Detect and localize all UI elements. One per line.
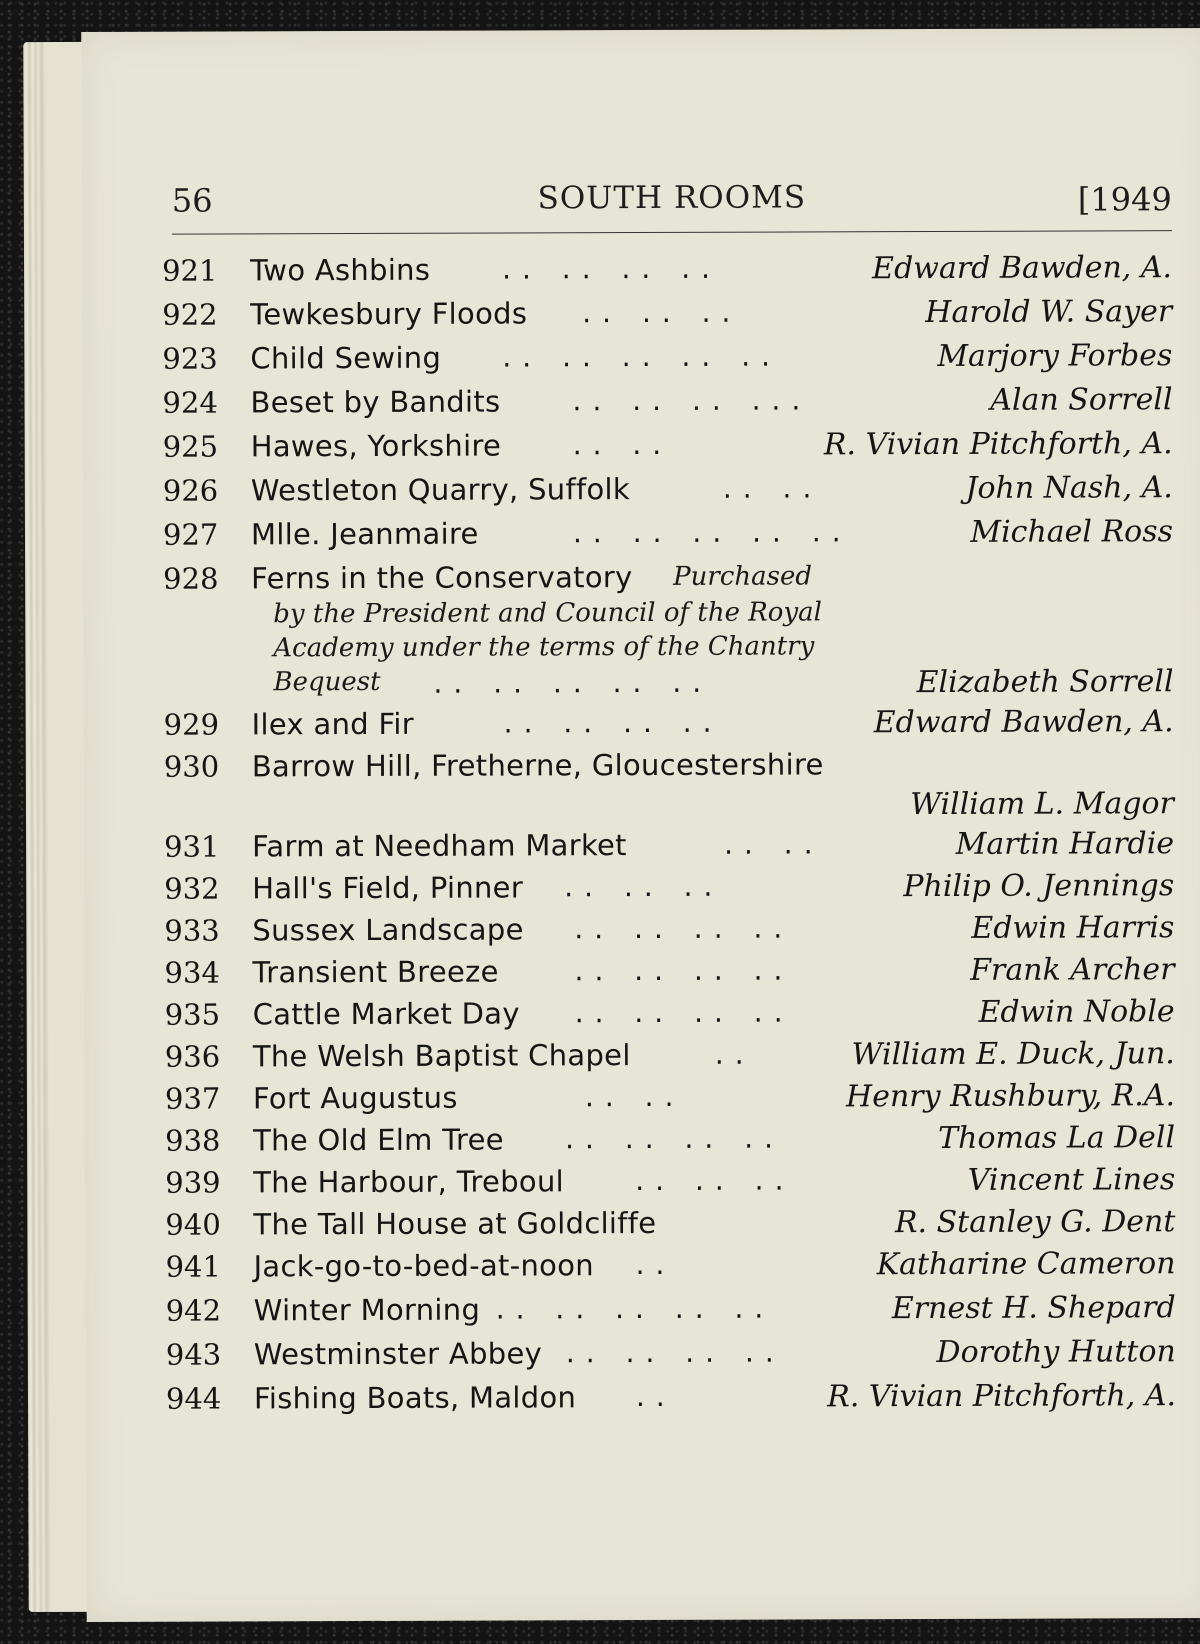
entry-number: 934 xyxy=(164,955,220,990)
entry-title: Beset by Bandits xyxy=(250,384,501,420)
entry-number: 933 xyxy=(164,913,220,948)
entry-number: 922 xyxy=(162,297,218,332)
entry-artist: Ernest H. Shepard xyxy=(891,1290,1176,1327)
entry-number: 941 xyxy=(165,1249,221,1284)
dot-leader: .. .. .. .. .. xyxy=(495,1291,775,1326)
entry-number: 936 xyxy=(164,1039,221,1074)
list-item xyxy=(165,1120,1175,1164)
entry-title: The Welsh Baptist Chapel xyxy=(252,1038,631,1074)
entry-number: 937 xyxy=(164,1081,221,1116)
dot-leader: .. .. .. .. xyxy=(503,705,723,740)
dot-leader: .. .. xyxy=(584,1079,685,1114)
entry-artist: Edward Bawden, A. xyxy=(872,250,1173,287)
entry-number: 938 xyxy=(165,1123,221,1158)
entry-number: 935 xyxy=(164,997,221,1032)
entry-title: Ilex and Fir xyxy=(251,706,414,742)
entry-number: 923 xyxy=(162,341,218,376)
entry-artist: Edwin Harris xyxy=(971,910,1175,946)
entry-title: Tewkesbury Floods xyxy=(250,296,528,332)
entry-number: 921 xyxy=(162,253,218,288)
list-item xyxy=(166,1334,1176,1378)
catalogue-page xyxy=(81,28,1200,1622)
entry-artist: William E. Duck, Jun. xyxy=(851,1036,1175,1073)
year-label: [1949 xyxy=(1077,180,1172,219)
entry-title: Westminster Abbey xyxy=(253,1336,543,1372)
entry-title: Mlle. Jeanmaire xyxy=(250,516,479,552)
entry-note: by the President and Council of the Royal xyxy=(273,597,822,630)
dot-leader: .. .. .. .. .. xyxy=(502,339,782,374)
entry-artist: Harold W. Sayer xyxy=(925,294,1173,331)
entry-title: Barrow Hill, Fretherne, Gloucestershire xyxy=(251,747,824,784)
dot-leader: .. .. .. .. xyxy=(574,953,794,988)
entry-number: 939 xyxy=(165,1165,221,1200)
header-rule xyxy=(172,230,1172,234)
list-item xyxy=(163,514,1173,558)
entry-title: Child Sewing xyxy=(250,340,442,376)
list-item xyxy=(164,952,1174,996)
entry-number: 940 xyxy=(165,1207,221,1242)
entry-number: 930 xyxy=(163,749,220,784)
list-item xyxy=(163,470,1173,514)
dot-leader: .. .. .. .. .. xyxy=(572,515,852,550)
entry-title: The Old Elm Tree xyxy=(253,1122,504,1158)
list-item xyxy=(164,786,1174,830)
entry-artist: R. Vivian Pitchforth, A. xyxy=(823,426,1173,463)
entry-artist: John Nash, A. xyxy=(965,470,1173,506)
list-item xyxy=(163,664,1173,708)
dot-leader: .. .. xyxy=(572,427,673,462)
entry-note: Bequest xyxy=(273,666,381,698)
entry-artist: Michael Ross xyxy=(970,514,1174,550)
entry-artist: R. Vivian Pitchforth, A. xyxy=(827,1378,1177,1415)
entry-artist: Katharine Cameron xyxy=(876,1246,1176,1283)
dot-leader: .. .. .. xyxy=(564,869,724,904)
list-item xyxy=(163,426,1173,470)
dot-leader: .. .. xyxy=(724,827,824,861)
entry-note: Purchased xyxy=(673,561,813,592)
entry-title: Transient Breeze xyxy=(252,954,499,990)
entry-artist: Thomas La Dell xyxy=(938,1120,1176,1156)
entry-number: 943 xyxy=(165,1337,222,1372)
entry-title: Farm at Needham Market xyxy=(252,828,627,864)
entry-artist: Dorothy Hutton xyxy=(936,1334,1176,1370)
section-title: SOUTH ROOMS xyxy=(537,179,807,217)
entry-artist: R. Stanley G. Dent xyxy=(894,1204,1176,1241)
entry-title: Ferns in the Conservatory xyxy=(251,560,633,596)
list-item xyxy=(164,704,1174,748)
dot-leader: .. .. .. .. xyxy=(574,911,794,946)
entry-title: The Harbour, Treboul xyxy=(253,1164,565,1200)
dot-leader: .. .. .. ... xyxy=(572,383,812,418)
dot-leader: .. xyxy=(714,1037,755,1071)
dot-leader: .. .. .. .. .. xyxy=(433,665,713,700)
dot-leader: .. .. xyxy=(722,471,823,505)
entry-artist: Edward Bawden, A. xyxy=(873,704,1174,741)
dot-leader: .. xyxy=(635,1379,676,1414)
list-item xyxy=(165,1204,1175,1248)
dot-leader: .. .. .. .. xyxy=(574,995,794,1030)
entry-title: Sussex Landscape xyxy=(252,912,524,948)
dot-leader: .. .. .. xyxy=(635,1163,795,1198)
entry-artist: Elizabeth Sorrell xyxy=(916,664,1174,701)
entry-number: 928 xyxy=(163,561,219,596)
dot-leader: .. .. .. .. xyxy=(565,1121,785,1156)
list-item xyxy=(163,558,1173,602)
entry-number: 942 xyxy=(165,1293,222,1328)
entry-number: 926 xyxy=(162,473,219,508)
entry-number: 927 xyxy=(162,517,219,552)
entry-artist: Martin Hardie xyxy=(955,826,1175,862)
list-item xyxy=(165,994,1175,1038)
entry-title: Winter Morning xyxy=(253,1292,481,1328)
list-item xyxy=(165,1078,1175,1122)
list-item xyxy=(162,250,1172,294)
entry-artist: Marjory Forbes xyxy=(937,338,1173,374)
list-item xyxy=(162,294,1172,338)
entry-number: 924 xyxy=(162,385,218,420)
entry-artist: Henry Rushbury, R.A. xyxy=(845,1078,1176,1115)
entry-artist: Frank Archer xyxy=(970,952,1175,988)
dot-leader: .. .. .. xyxy=(582,295,742,330)
entry-title: Hawes, Yorkshire xyxy=(250,428,502,464)
entry-artist: Philip O. Jennings xyxy=(903,868,1175,905)
entry-number: 931 xyxy=(164,829,220,864)
entry-title: Two Ashbins xyxy=(250,252,431,288)
entry-number: 929 xyxy=(163,707,220,742)
entry-title: Cattle Market Day xyxy=(252,996,520,1032)
list-item xyxy=(164,910,1174,954)
dot-leader: .. .. .. .. xyxy=(502,251,722,286)
entry-artist: Vincent Lines xyxy=(967,1162,1176,1198)
entry-title: Westleton Quarry, Suffolk xyxy=(250,472,631,508)
list-item xyxy=(164,826,1174,870)
list-item xyxy=(164,746,1174,790)
entry-artist: Alan Sorrell xyxy=(990,382,1173,418)
entry-title: Jack-go-to-bed-at-noon xyxy=(253,1248,594,1284)
entry-title: The Tall House at Goldcliffe xyxy=(253,1205,657,1242)
list-item xyxy=(165,1246,1175,1290)
dot-leader: .. .. .. .. xyxy=(565,1335,785,1370)
entry-number: 932 xyxy=(164,871,220,906)
list-item xyxy=(162,338,1172,382)
list-item xyxy=(166,1378,1176,1422)
entry-note: Academy under the terms of the Chantry xyxy=(273,631,815,664)
page-header xyxy=(171,146,1172,220)
list-item xyxy=(165,1162,1175,1206)
entry-title: Hall's Field, Pinner xyxy=(252,870,524,906)
list-item xyxy=(162,382,1172,426)
list-item xyxy=(164,868,1174,912)
entry-title: Fort Augustus xyxy=(252,1080,458,1116)
page-number: 56 xyxy=(171,181,213,220)
list-item xyxy=(165,1036,1175,1080)
entry-artist: William L. Magor xyxy=(910,786,1174,823)
dot-leader: .. xyxy=(635,1247,676,1282)
entry-number: 925 xyxy=(162,429,219,464)
entry-title: Fishing Boats, Maldon xyxy=(253,1380,577,1416)
entry-number: 944 xyxy=(165,1381,222,1416)
list-item xyxy=(166,1290,1176,1334)
entry-artist: Edwin Noble xyxy=(978,994,1175,1030)
